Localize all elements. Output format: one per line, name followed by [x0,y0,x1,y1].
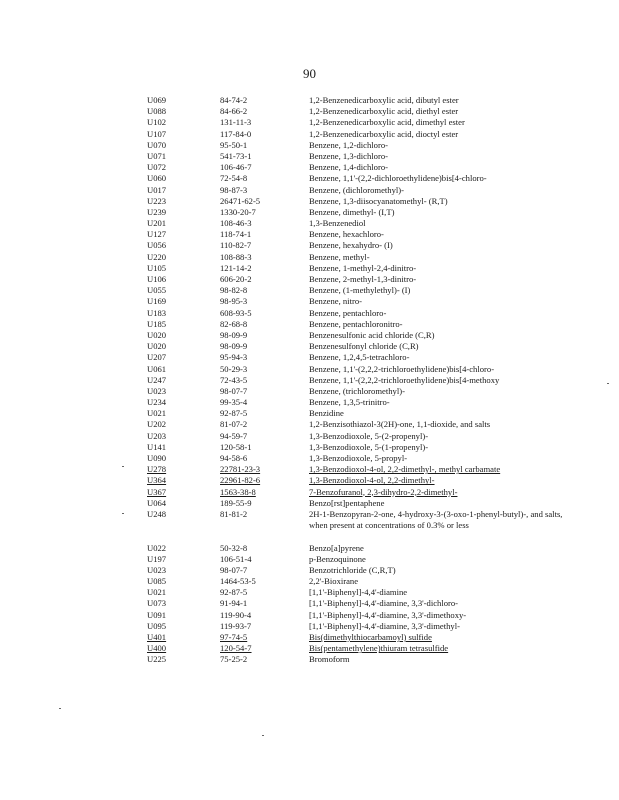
waste-code: U105 [147,262,167,273]
substance-name: Benzene, 2-methyl-1,3-dinitro- [309,274,417,284]
waste-code: U400 [147,643,167,654]
table-row [0,240,619,251]
table-row [0,196,619,207]
waste-code: U060 [147,173,167,184]
cas-number: 119-90-4 [220,609,252,620]
table-row [0,498,619,509]
waste-code: U091 [147,609,167,620]
table-row [0,464,619,475]
waste-code: U073 [147,598,167,609]
waste-code: U201 [147,218,167,229]
table-row [0,95,619,106]
waste-code: U247 [147,374,167,385]
cas-number: 131-11-3 [220,117,252,128]
cas-number: 119-93-7 [220,620,252,631]
table-row [0,419,619,430]
waste-code: U088 [147,106,167,117]
table-row [0,543,619,554]
waste-code: U202 [147,419,167,430]
cas-number: 108-46-3 [220,218,252,229]
substance-name: Benzidine [309,408,344,419]
table-row [0,106,619,117]
substance-name: Benzo[rst]pentaphene [309,497,385,508]
cas-number: 98-07-7 [220,564,248,575]
waste-code: U064 [147,497,167,508]
waste-code: U070 [147,139,167,150]
substance-name: [1,1'-Biphenyl]-4,4'-diamine, 3,3'-dimethyl- [309,620,460,631]
substance-name: 1,3-Benzenediol [309,218,366,229]
substance-name: Benzenesulfonyl chloride (C,R) [309,341,419,352]
substance-name: 1,3-Benzodioxole, 5-(1-propenyl)- [309,441,429,452]
substance-name: 1,3-Benzodioxole, 5-propyl- [309,453,408,463]
waste-code: U364 [147,475,167,486]
table-row [0,375,619,386]
substance-name: 2H-1-Benzopyran-2-one, 4-hydroxy-3-(3-oxo-1-phenyl-butyl)-, and salts, when present at concentrations of 0.3% or less [309,508,563,531]
cas-number: 606-20-2 [220,274,252,284]
substance-name: Benzene, dimethyl- (I,T) [309,206,395,217]
substance-name: [1,1'-Biphenyl]-4,4'-diamine, 3,3'-dichloro- [309,598,459,609]
waste-code: U401 [147,632,167,643]
waste-code: U055 [147,285,167,296]
substance-name: Benzene, hexachloro- [309,229,384,240]
cas-number: 106-51-4 [220,553,252,564]
cas-number: 1464-53-5 [220,576,256,587]
cas-number: 110-82-7 [220,240,252,251]
substance-name: 1,2-Benzenedicarboxylic acid, dioctyl ester [309,128,459,139]
substance-name: Benzenesulfonic acid chloride (C,R) [309,329,435,340]
cas-number: 541-73-1 [220,150,252,161]
waste-code: U197 [147,553,167,564]
scan-mark [262,735,264,736]
substance-name: Benzotrichloride (C,R,T) [309,564,396,575]
cas-number: 1330-20-7 [220,206,256,217]
cas-number: 81-81-2 [220,508,248,519]
table-row [0,587,619,598]
waste-code: U071 [147,150,167,161]
waste-code: U023 [147,385,167,396]
substance-name: Benzene, nitro- [309,296,362,307]
table-row [0,565,619,576]
substance-name: Bromoform [309,654,350,665]
cas-number: 117-84-0 [220,128,252,139]
waste-code: U023 [147,564,167,575]
cas-number: 98-95-3 [220,296,248,307]
table-row [0,397,619,408]
waste-code: U061 [147,363,167,374]
table-row [0,162,619,173]
substance-name: 1,3-Benzodioxole, 5-(2-propenyl)- [309,430,429,441]
waste-code: U020 [147,341,167,352]
scan-mark [122,466,124,467]
waste-code: U069 [147,95,167,105]
cas-number: 118-74-1 [220,229,252,240]
cas-number: 81-07-2 [220,419,248,430]
waste-code: U183 [147,307,167,318]
cas-number: 50-32-8 [220,542,248,553]
waste-code: U220 [147,251,167,262]
cas-number: 120-54-7 [220,643,252,654]
waste-code: U185 [147,318,167,329]
cas-number: 92-87-5 [220,587,248,598]
cas-number: 95-50-1 [220,139,248,150]
table-row [0,475,619,486]
table-row [0,442,619,453]
substance-name: Benzene, pentachloronitro- [309,318,403,329]
substance-name: 1,3-Benzodioxol-4-ol, 2,2-dimethyl- [309,475,435,486]
substance-name: Benzene, (dichloromethyl)- [309,184,404,195]
scan-mark [122,513,124,514]
substance-name: 1,2-Benzenedicarboxylic acid, dibutyl ester [309,95,459,105]
substance-name: Benzene, 1,4-dichloro- [309,162,388,173]
table-row [0,408,619,419]
cas-number: 98-09-9 [220,341,248,352]
substance-name: 1,2-Benzisothiazol-3(2H)-one, 1,1-dioxide, and salts [309,419,491,430]
waste-code: U102 [147,117,167,128]
substance-name: Benzene, 1,1'-(2,2,2-trichloroethylidene)bis[4-methoxy [309,374,500,385]
substance-name: [1,1'-Biphenyl]-4,4'-diamine [309,587,408,598]
cas-number: 97-74-5 [220,632,248,643]
waste-code: U072 [147,162,167,173]
waste-code: U095 [147,620,167,631]
waste-code: U225 [147,654,167,665]
waste-code: U106 [147,274,167,284]
waste-code: U234 [147,397,167,408]
table-row [0,453,619,464]
scan-mark [59,708,61,709]
table-row [0,319,619,330]
substance-name: Benzene, 1,1'-(2,2,2-trichloroethylidene)bis[4-chloro- [309,363,495,374]
table-row [0,643,619,654]
table-row [0,173,619,184]
table-row [0,140,619,151]
table-row [0,285,619,296]
substance-name: Benzene, 1,3-dichloro- [309,150,388,161]
table-row [0,610,619,621]
table-row [0,296,619,307]
table-row [0,129,619,140]
table-row [0,341,619,352]
waste-code: U021 [147,587,167,598]
waste-code: U239 [147,206,167,217]
substance-name: Benzo[a]pyrene [309,542,364,553]
table-row [0,151,619,162]
cas-number: 72-43-5 [220,374,248,385]
waste-code: U169 [147,296,167,307]
substance-name: 2,2'-Bioxirane [309,576,359,587]
substance-name: Benzene, (trichloromethyl)- [309,385,405,396]
table-row [0,274,619,285]
cas-number: 98-07-7 [220,385,248,396]
waste-code: U278 [147,464,167,475]
waste-code: U248 [147,508,167,519]
cas-number: 94-59-7 [220,430,248,441]
table-row [0,229,619,240]
cas-number: 84-66-2 [220,106,248,117]
cas-number: 99-35-4 [220,397,248,408]
substance-name: [1,1'-Biphenyl]-4,4'-diamine, 3,3'-dimethoxy- [309,609,467,620]
cas-number: 92-87-5 [220,408,248,419]
table-row [0,431,619,442]
waste-code: U090 [147,453,167,463]
waste-code: U085 [147,576,167,587]
waste-code: U020 [147,329,167,340]
cas-number: 98-09-9 [220,329,248,340]
waste-code: U367 [147,486,167,497]
substance-name: Benzene, 1,1'-(2,2-dichloroethylidene)bis[4-chloro- [309,173,487,184]
cas-number: 75-25-2 [220,654,248,665]
cas-number: 608-93-5 [220,307,252,318]
cas-number: 50-29-3 [220,363,248,374]
cas-number: 22961-82-6 [220,475,261,486]
substance-name: Benzene, 1,2-dichloro- [309,139,388,150]
cas-number: 82-68-8 [220,318,248,329]
table-row [0,263,619,274]
substance-name: Benzene, pentachloro- [309,307,387,318]
table-row [0,598,619,609]
page-number: 90 [303,66,316,81]
table-row [0,185,619,196]
cas-number: 95-94-3 [220,352,248,363]
table-row [0,621,619,632]
table-row [0,509,619,543]
waste-code: U017 [147,184,167,195]
waste-code: U127 [147,229,167,240]
table-row [0,487,619,498]
cas-number: 1563-38-8 [220,486,256,497]
waste-code: U021 [147,408,167,419]
cas-number: 72-54-8 [220,173,248,184]
cas-number: 84-74-2 [220,95,248,105]
cas-number: 98-82-8 [220,285,248,296]
substance-name: Benzene, 1-methyl-2,4-dinitro- [309,262,417,273]
substance-name: Benzene, 1,2,4,5-tetrachloro- [309,352,410,363]
substance-name: Benzene, hexahydro- (I) [309,240,393,251]
substance-name: 1,2-Benzenedicarboxylic acid, diethyl ester [309,106,459,117]
cas-number: 94-58-6 [220,453,248,463]
waste-code: U022 [147,542,167,553]
substance-name: Benzene, 1,3-diisocyanatomethyl- (R,T) [309,195,448,206]
substance-name: p-Benzoquinone [309,553,366,564]
waste-code: U056 [147,240,167,251]
table-row [0,117,619,128]
table-row [0,554,619,565]
waste-code: U207 [147,352,167,363]
cas-number: 108-88-3 [220,251,252,262]
cas-number: 189-55-9 [220,497,252,508]
table-row [0,308,619,319]
cas-number: 91-94-1 [220,598,248,609]
cas-number: 106-46-7 [220,162,252,173]
substance-name: Benzene, methyl- [309,251,370,262]
table-row [0,207,619,218]
table-row [0,364,619,375]
substance-name: 1,3-Benzodioxol-4-ol, 2,2-dimethyl-, methyl carbamate [309,464,501,475]
waste-code: U141 [147,441,167,452]
substance-name: Bis(dimethylthiocarbamoyl) sulfide [309,632,432,643]
hazardous-waste-table [0,95,619,666]
waste-code: U223 [147,195,167,206]
substance-name: 1,2-Benzenedicarboxylic acid, dimethyl ester [309,117,465,128]
table-row [0,654,619,665]
cas-number: 22781-23-3 [220,464,261,475]
cas-number: 120-58-1 [220,441,252,452]
waste-code: U107 [147,128,167,139]
waste-code: U203 [147,430,167,441]
cas-number: 121-14-2 [220,262,252,273]
substance-name: 7-Benzofuranol, 2,3-dihydro-2,2-dimethyl- [309,486,458,497]
cas-number: 26471-62-5 [220,195,261,206]
table-row [0,218,619,229]
table-row [0,576,619,587]
substance-name: Benzene, 1,3,5-trinitro- [309,397,390,408]
cas-number: 98-87-3 [220,184,248,195]
table-row [0,330,619,341]
scan-mark [607,383,609,384]
table-row [0,632,619,643]
substance-name: Bis(pentamethylene)thiuram tetrasulfide [309,643,449,654]
table-row [0,252,619,263]
table-row [0,386,619,397]
substance-name: Benzene, (1-methylethyl)- (I) [309,285,411,296]
table-row [0,352,619,363]
